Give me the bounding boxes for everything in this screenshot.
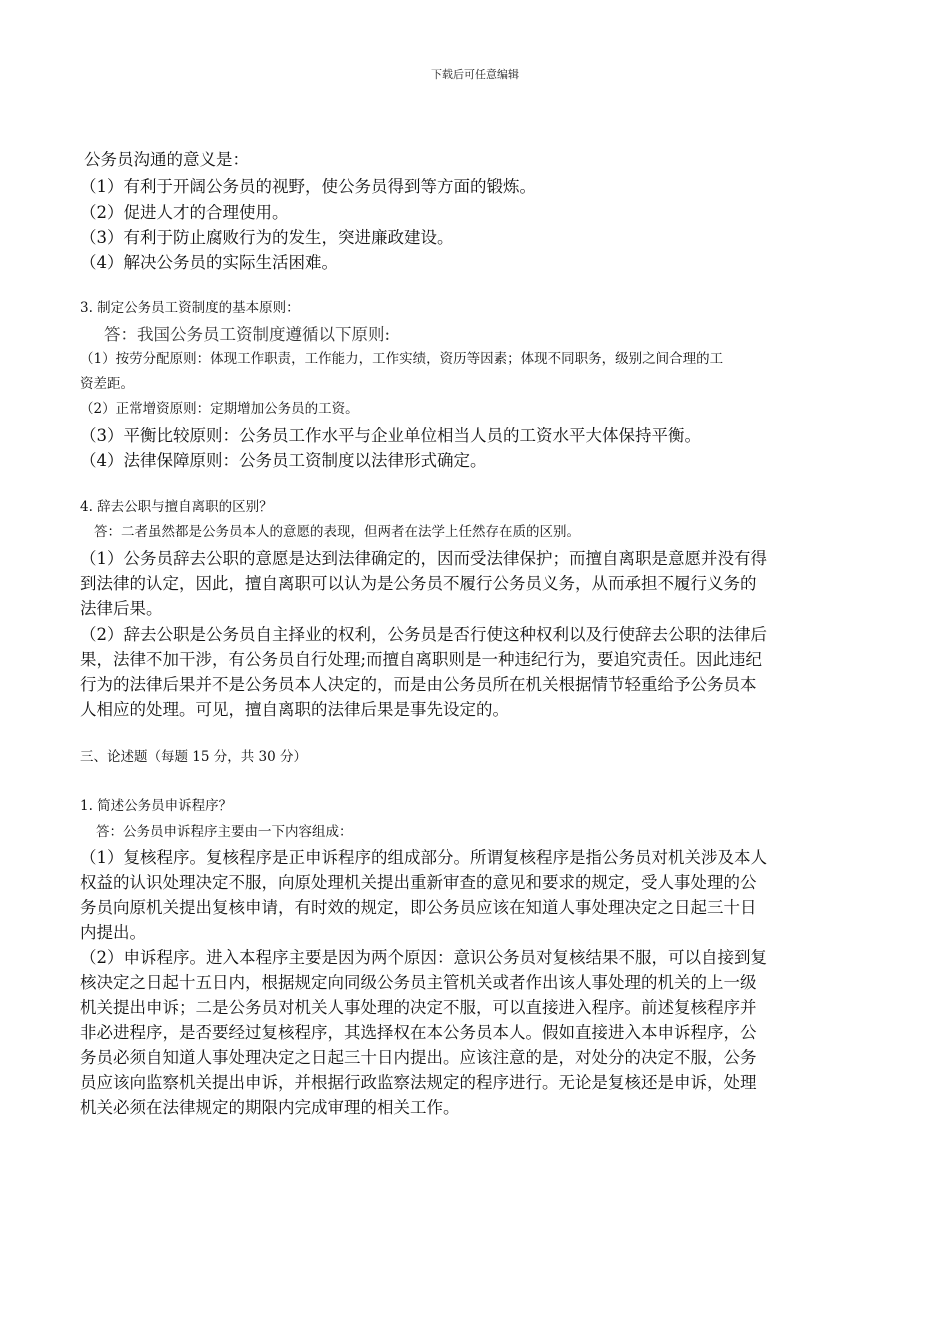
q3-item-4: （4）法律保障原则：公务员工资制度以法律形式确定。: [80, 451, 487, 470]
q4-answer: 答：二者虽然都是公务员本人的意愿的表现，但两者在法学上任然存在质的区别。: [94, 524, 580, 540]
q3-item-2: （2）正常增资原则：定期增加公务员的工资。: [80, 401, 359, 417]
q4-line-1: （1）公务员辞去公职的意愿是达到法律确定的，因而受法律保护；而擅自离职是意愿并没有得: [80, 549, 767, 568]
q1-title: 1. 简述公务员申诉程序？: [80, 798, 233, 814]
q1-line-1: （1）复核程序。复核程序是正申诉程序的组成部分。所谓复核程序是指公务员对机关涉及本人: [80, 848, 767, 867]
q1-line-7: 机关提出申诉；二是公务员对机关人事处理的决定不服，可以直接进入程序。前述复核程序并: [80, 998, 757, 1017]
q3-item-1: （1）按劳分配原则：体现工作职责，工作能力，工作实绩，资历等因素；体现不同职务，级别之间合理的工: [80, 351, 724, 367]
q3-title: 3. 制定公务员工资制度的基本原则：: [80, 300, 300, 316]
q1-line-8: 非必进程序，是否要经过复核程序，其选择权在本公务员本人。假如直接进入本申诉程序，公: [80, 1023, 757, 1042]
q4-line-7: 人相应的处理。可见，擅自离职的法律后果是事先设定的。: [80, 700, 509, 719]
q1-line-3: 务员向原机关提出复核申请，有时效的规定，即公务员应该在知道人事处理决定之日起三十日: [80, 898, 757, 917]
q3-item-3: （3）平衡比较原则：公务员工作水平与企业单位相当人员的工资水平大体保持平衡。: [80, 426, 701, 445]
comm-item-2: （2）促进人才的合理使用。: [80, 203, 289, 222]
q1-line-11: 机关必须在法律规定的期限内完成审理的相关工作。: [80, 1098, 460, 1117]
q1-line-6: 核决定之日起十五日内，根据规定向同级公务员主管机关或者作出该人事处理的机关的上一级: [80, 973, 757, 992]
q1-line-4: 内提出。: [80, 923, 146, 942]
q1-line-2: 权益的认识处理决定不服，向原处理机关提出重新审查的意见和要求的规定，受人事处理的公: [80, 873, 757, 892]
page-header: 下载后可任意编辑: [431, 68, 519, 81]
q3-item-1-cont: 资差距。: [80, 376, 134, 392]
q3-answer: 答：我国公务员工资制度遵循以下原则:: [104, 325, 391, 344]
q4-title: 4. 辞去公职与擅自离职的区别？: [80, 499, 273, 515]
section3-title: 三、论述题（每题 15 分，共 30 分）: [80, 749, 308, 765]
comm-item-3: （3）有利于防止腐败行为的发生，突进廉政建设。: [80, 228, 454, 247]
comm-item-1: （1）有利于开阔公务员的视野，使公务员得到等方面的锻炼。: [80, 177, 536, 196]
q4-line-4: （2）辞去公职是公务员自主择业的权利，公务员是否行使这种权利以及行使辞去公职的法律后: [80, 625, 767, 644]
q4-line-3: 法律后果。: [80, 599, 163, 618]
q1-line-5: （2）申诉程序。进入本程序主要是因为两个原因：意识公务员对复核结果不服，可以自接到复: [80, 948, 767, 967]
q1-line-10: 员应该向监察机关提出申诉，并根据行政监察法规定的程序进行。无论是复核还是申诉，处理: [80, 1073, 757, 1092]
q1-line-9: 务员必须自知道人事处理决定之日起三十日内提出。应该注意的是，对处分的决定不服，公务: [80, 1048, 757, 1067]
q4-line-6: 行为的法律后果并不是公务员本人决定的，而是由公务员所在机关根据情节轻重给予公务员本: [80, 675, 757, 694]
q1-answer: 答：公务员申诉程序主要由一下内容组成：: [96, 824, 353, 840]
q4-line-5: 果，法律不加干涉，有公务员自行处理;而擅自离职则是一种违纪行为，要追究责任。因此违纪: [80, 650, 763, 669]
q4-line-2: 到法律的认定，因此，擅自离职可以认为是公务员不履行公务员义务，从而承担不履行义务的: [80, 574, 757, 593]
comm-item-4: （4）解决公务员的实际生活困难。: [80, 253, 338, 272]
comm-title: 公务员沟通的意义是：: [84, 150, 249, 169]
